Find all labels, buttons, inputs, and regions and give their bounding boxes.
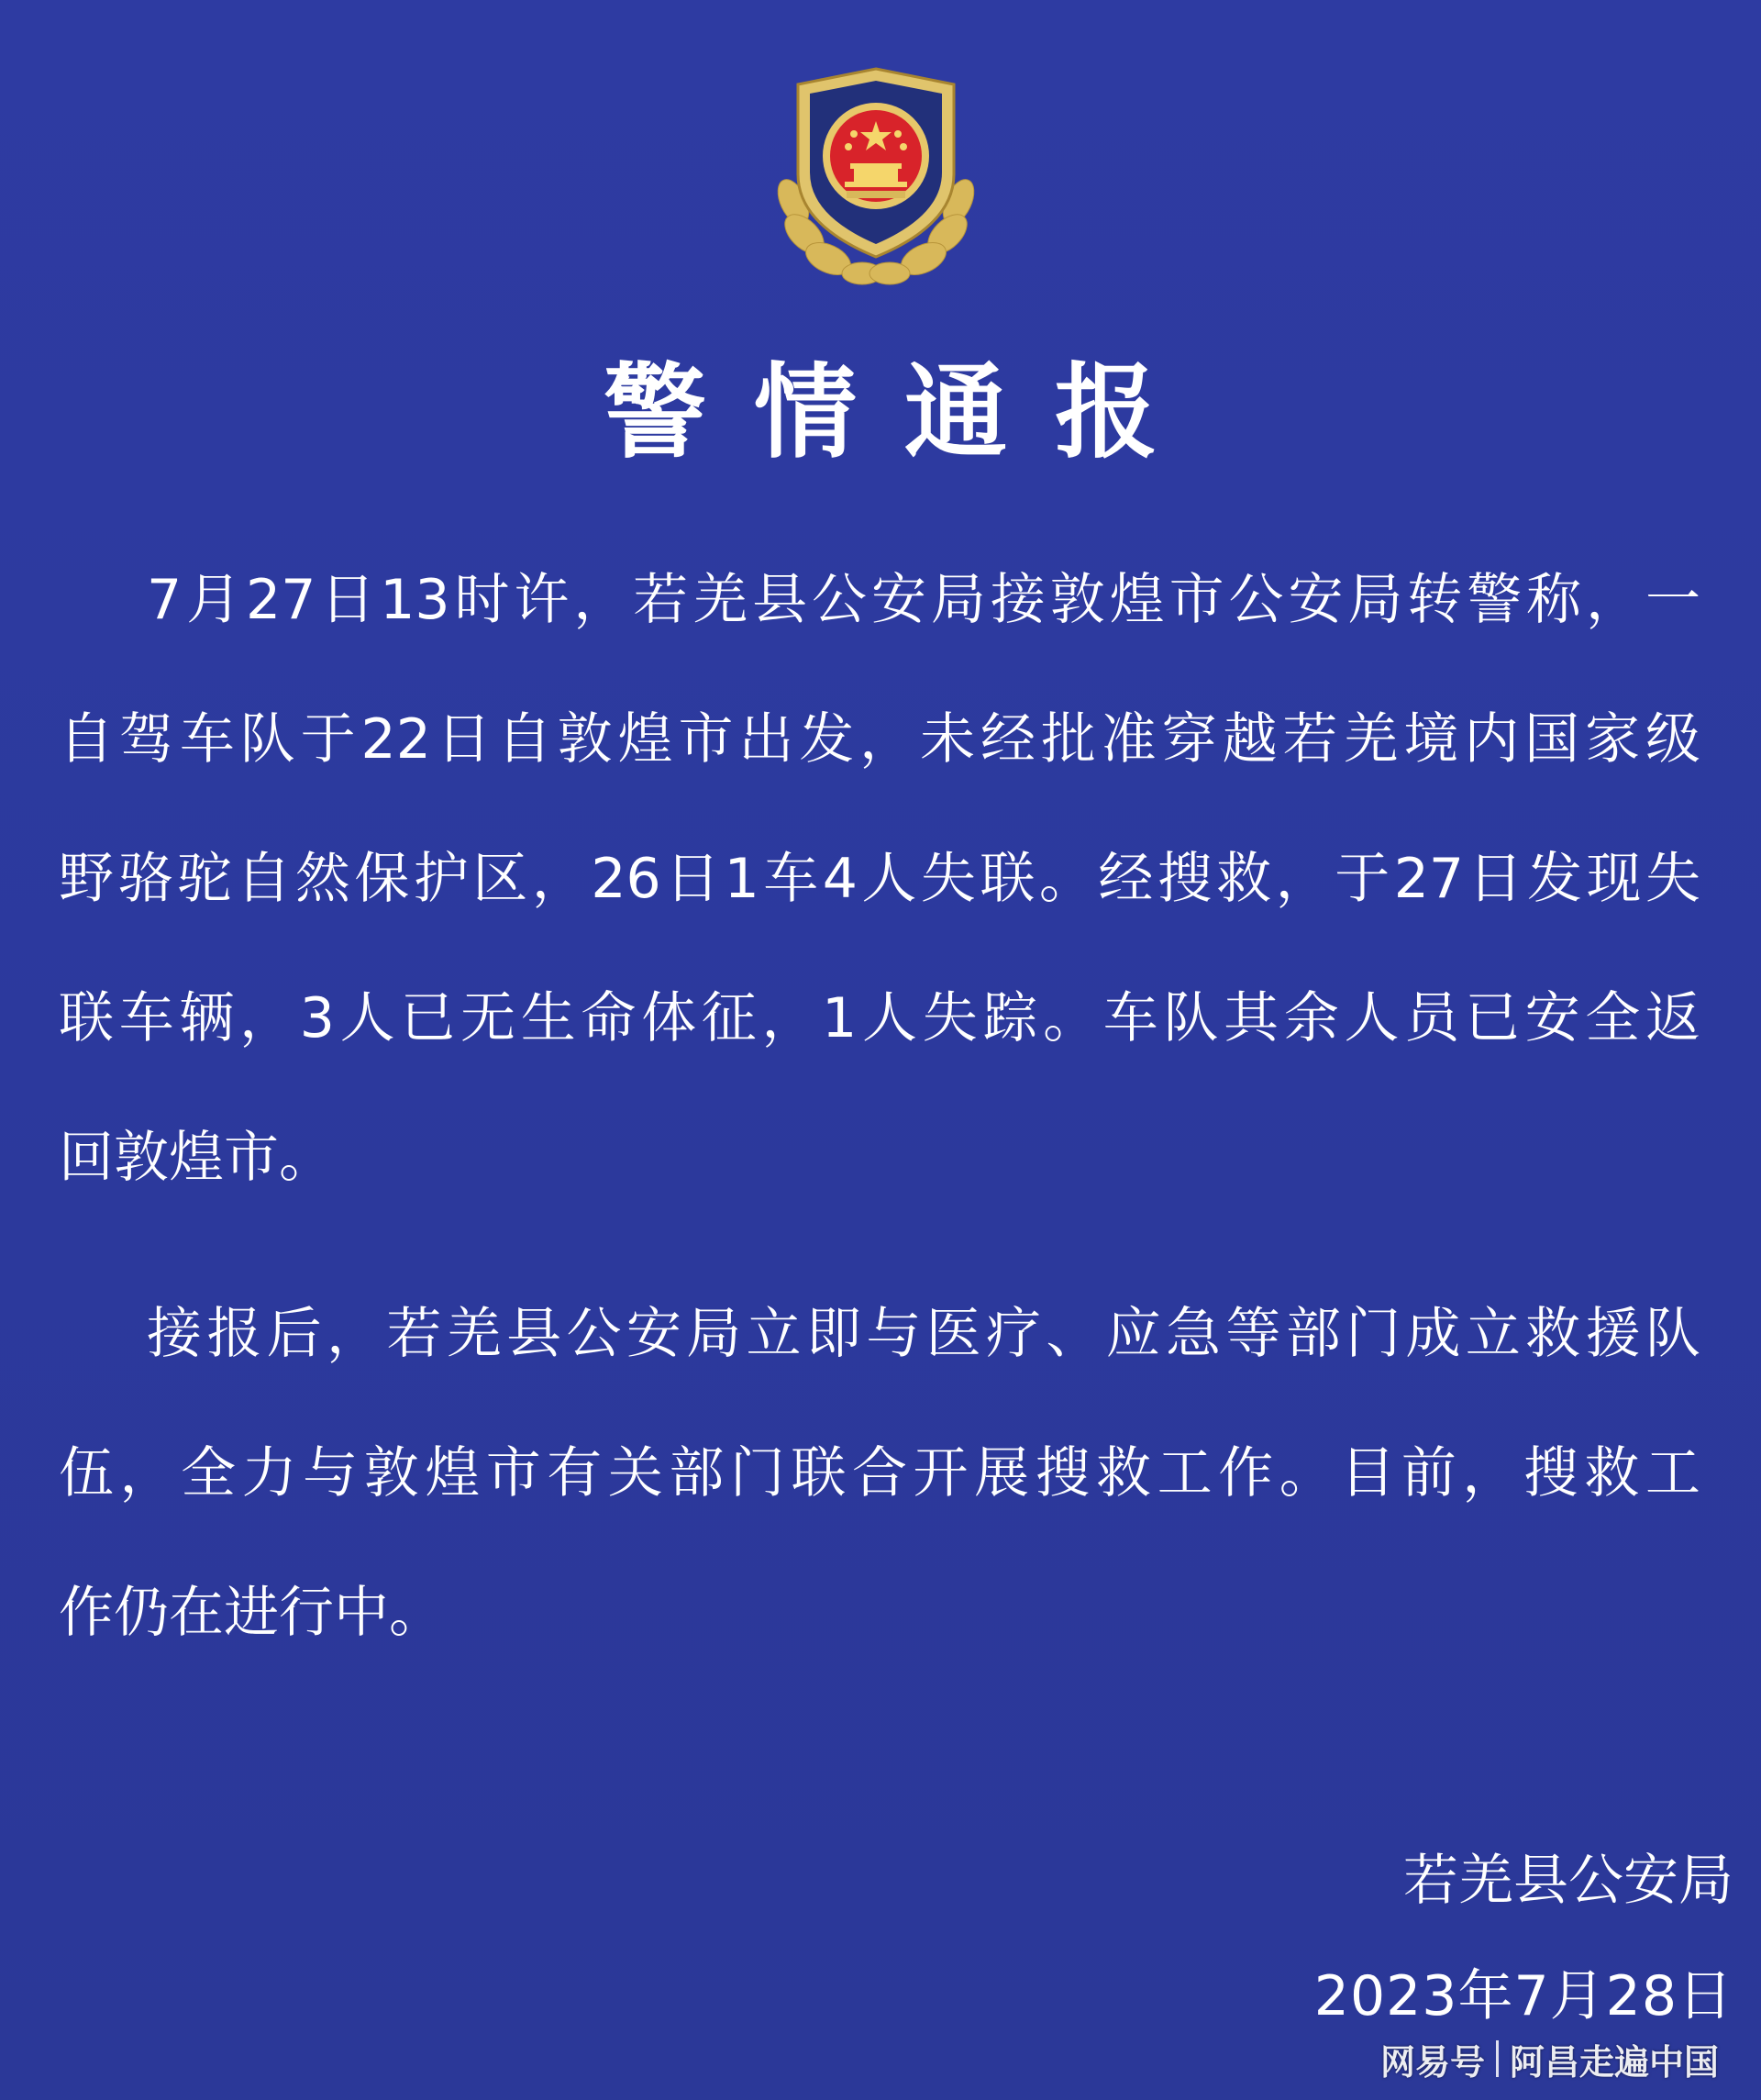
paragraph-2	[59, 1264, 1700, 1683]
paragraph-line: 自驾车队于22日自敦煌市出发，未经批准穿越若羌境内国家级	[59, 707, 1700, 772]
watermark-platform: 网易号	[1379, 2041, 1485, 2083]
paragraph-line: 接报后，若羌县公安局立即与医疗、应急等部门成立救援队	[147, 1302, 1700, 1366]
paragraph-line: 联车辆，3人已无生命体征，1人失踪。车队其余人员已安全返	[59, 986, 1700, 1050]
issue-date: 2023年7月28日	[1313, 1964, 1733, 2028]
paragraph-line: 野骆驼自然保护区，26日1车4人失联。经搜救，于27日发现失	[59, 847, 1700, 911]
paragraph-1	[59, 530, 1700, 1228]
watermark-account: 阿昌走遍中国	[1509, 2041, 1719, 2083]
page-title: 警情通报	[604, 353, 1205, 472]
police-emblem-icon	[766, 64, 986, 289]
paragraph-line: 伍，全力与敦煌市有关部门联合开展搜救工作。目前，搜救工	[59, 1441, 1700, 1506]
paragraph-line: 回敦煌市。	[59, 1126, 334, 1190]
paragraph-line: 7月27日13时许，若羌县公安局接敦煌市公安局转警称，一	[147, 568, 1700, 632]
issuer-signature: 若羌县公安局	[1403, 1849, 1733, 1913]
paragraph-line: 作仍在进行中。	[59, 1581, 444, 1645]
watermark-divider	[1496, 2040, 1499, 2077]
watermark	[1380, 2035, 1719, 2083]
